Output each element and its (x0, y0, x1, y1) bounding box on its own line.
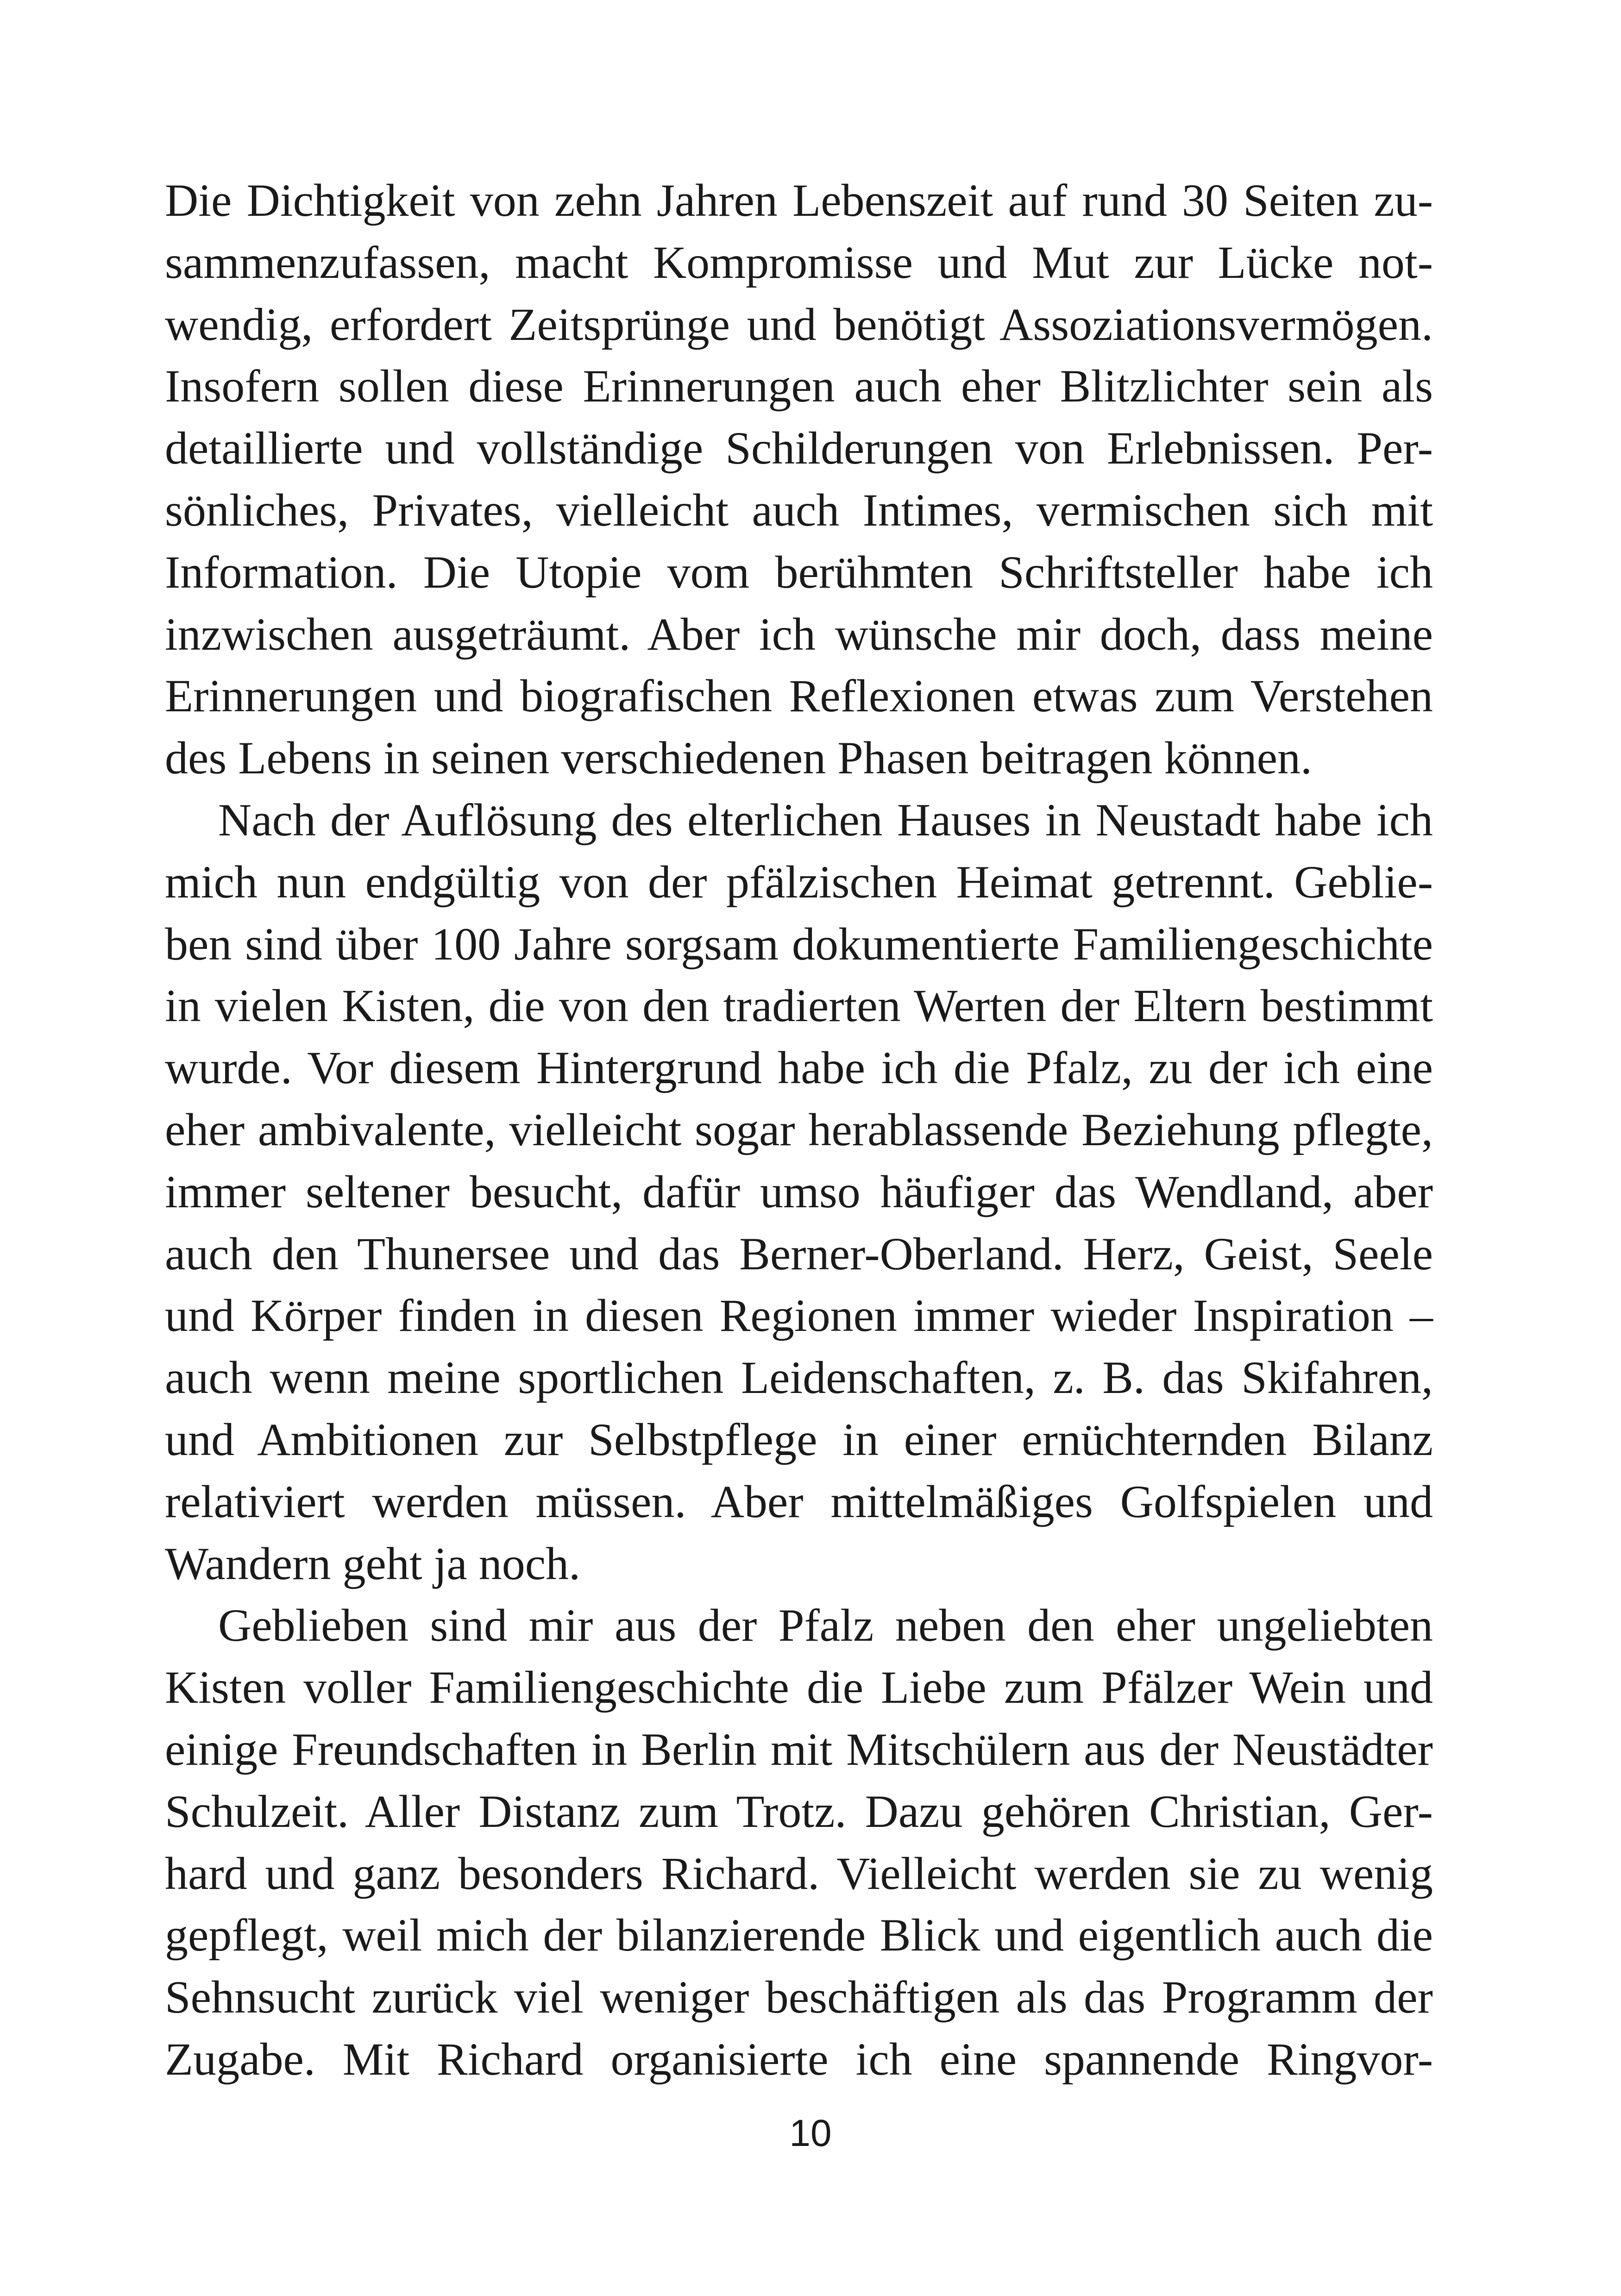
text-line: Die Dichtigkeit von zehn Jahren Lebenszeit auf rund 30 Seiten zu- (165, 175, 1433, 226)
text-line: Kisten voller Familiengeschichte die Liebe zum Pfälzer Wein und (165, 1662, 1433, 1713)
text-line: Schulzeit. Aller Distanz zum Trotz. Dazu gehören Christian, Ger- (165, 1785, 1433, 1837)
text-line: Wandern geht ja noch. (165, 1537, 581, 1589)
text-line: sammenzufassen, macht Kompromisse und Mut zur Lücke not- (165, 236, 1433, 288)
text-line: Insofern sollen diese Erinnerungen auch eher Blitzlichter sein als (165, 360, 1433, 412)
paragraph (165, 1594, 1433, 2090)
text-line: und Körper finden in diesen Regionen immer wieder Inspiration – (165, 1290, 1433, 1342)
body-text (165, 169, 1433, 2090)
text-line: Sehnsucht zurück viel weniger beschäftigen als das Programm der (165, 1971, 1433, 2023)
text-line: inzwischen ausgeträumt. Aber ich wünsche mir doch, dass meine (165, 608, 1433, 660)
paragraph (165, 169, 1433, 789)
text-line: gepflegt, weil mich der bilanzierende Blick und eigentlich auch die (165, 1909, 1433, 1961)
text-line: sönliches, Privates, vielleicht auch Intimes, vermischen sich mit (165, 484, 1433, 536)
text-line: relativiert werden müssen. Aber mittelmäßiges Golfspielen und (165, 1475, 1433, 1527)
text-line: auch den Thunersee und das Berner-Oberland. Herz, Geist, Seele (165, 1228, 1433, 1280)
text-line: eher ambivalente, vielleicht sogar herablassende Beziehung pflegte, (165, 1104, 1433, 1155)
text-line: Geblieben sind mir aus der Pfalz neben den eher ungeliebten (218, 1600, 1433, 1651)
text-line: Zugabe. Mit Richard organisierte ich eine spannende Ringvor- (165, 2033, 1433, 2085)
text-line: detaillierte und vollständige Schilderungen von Erlebnissen. Per- (165, 422, 1433, 474)
text-line: hard und ganz besonders Richard. Vielleicht werden sie zu wenig (165, 1847, 1433, 1899)
text-line: wurde. Vor diesem Hintergrund habe ich die Pfalz, zu der ich eine (165, 1042, 1433, 1094)
text-line: mich nun endgültig von der pfälzischen Heimat getrennt. Geblie- (165, 856, 1433, 908)
text-line: des Lebens in seinen verschiedenen Phasen beitragen können. (165, 732, 1312, 784)
text-line: und Ambitionen zur Selbstpflege in einer ernüchternden Bilanz (165, 1413, 1433, 1465)
text-line: ben sind über 100 Jahre sorgsam dokumentierte Familiengeschichte (165, 918, 1433, 970)
paragraph (165, 789, 1433, 1594)
page-number: 10 (789, 2112, 832, 2154)
text-line: immer seltener besucht, dafür umso häufiger das Wendland, aber (165, 1166, 1433, 1217)
text-line: einige Freundschaften in Berlin mit Mitschülern aus der Neustädter (165, 1723, 1433, 1775)
text-line: in vielen Kisten, die von den tradierten Werten der Eltern bestimmt (165, 980, 1433, 1032)
text-line: wendig, erfordert Zeitsprünge und benötigt Assoziationsvermögen. (165, 298, 1433, 350)
text-line: Erinnerungen und biografischen Reflexionen etwas zum Verstehen (165, 670, 1433, 722)
text-line: auch wenn meine sportlichen Leidenschaften, z. B. das Skifahren, (165, 1352, 1433, 1404)
text-line: Information. Die Utopie vom berühmten Schriftsteller habe ich (165, 546, 1433, 598)
text-line: Nach der Auflösung des elterlichen Hauses in Neustadt habe ich (218, 794, 1433, 846)
